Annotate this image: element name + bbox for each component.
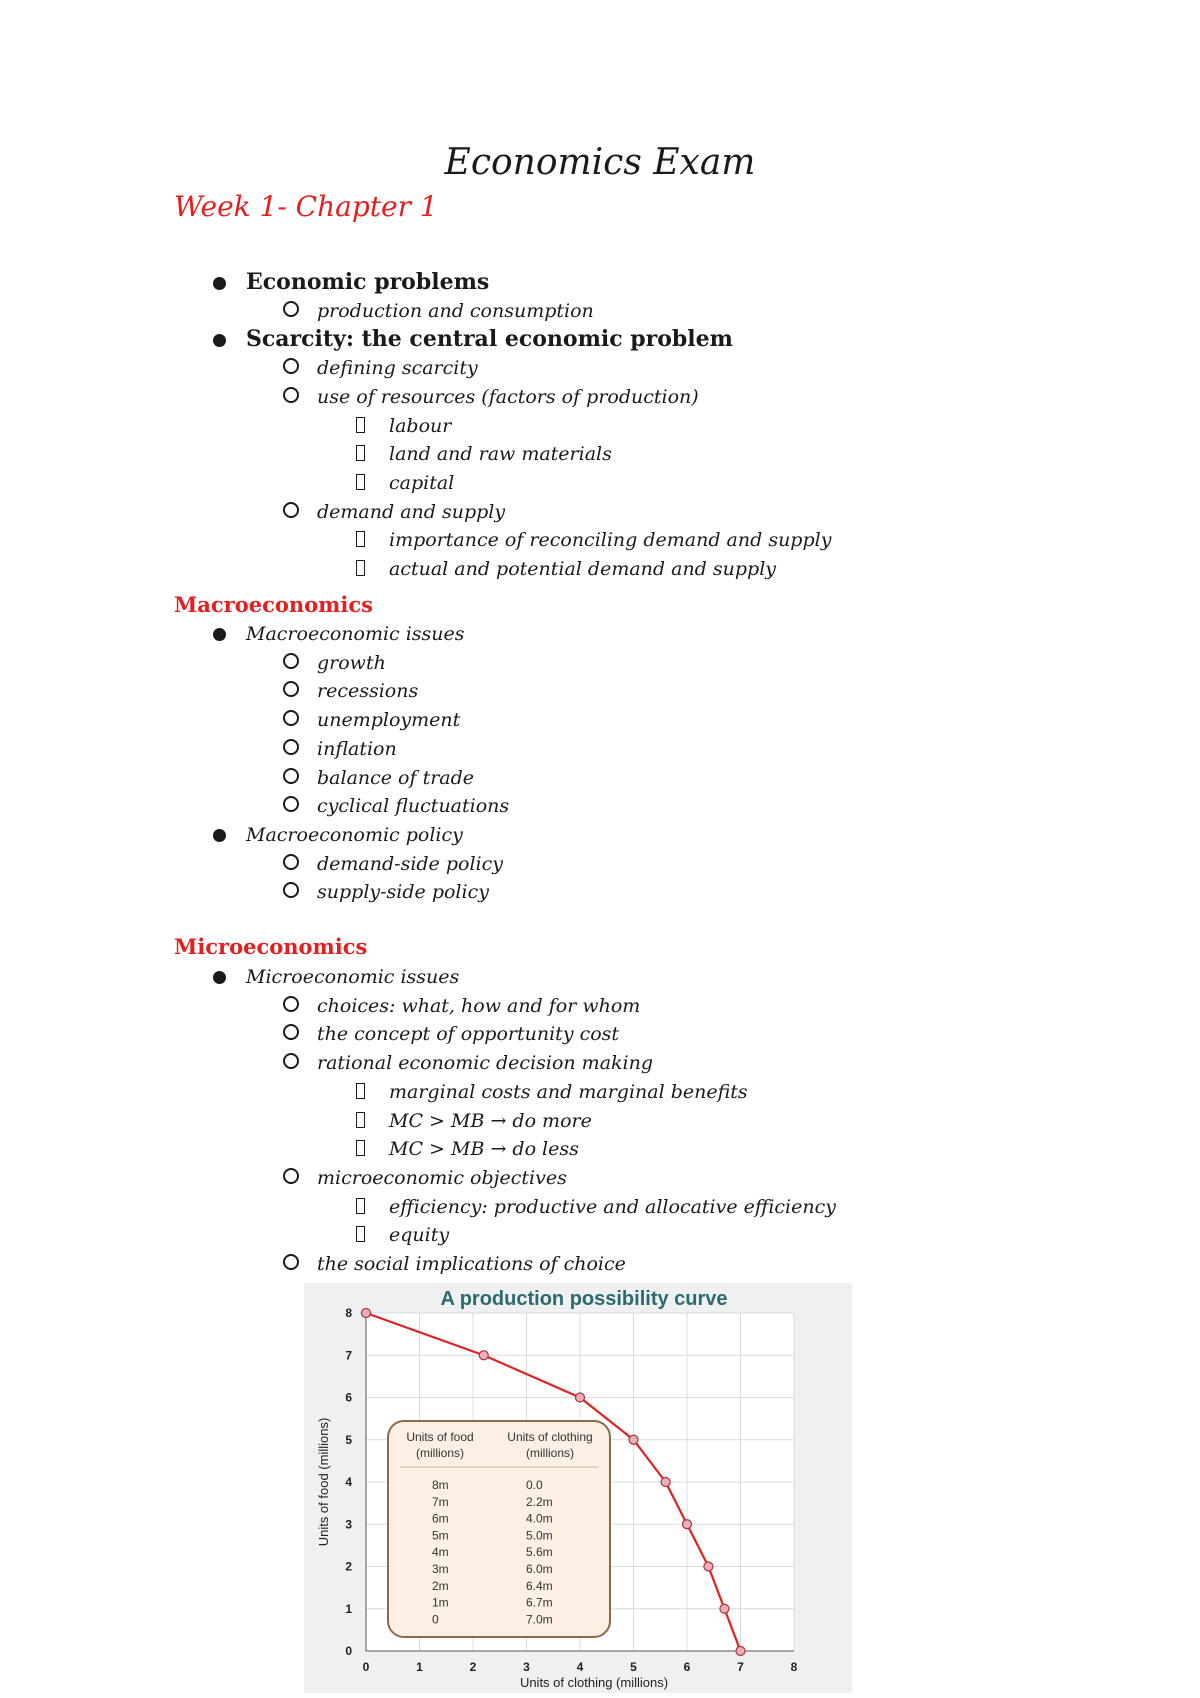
table-header-food: Units of food (406, 1430, 474, 1444)
table-cell-food: 6m (432, 1511, 449, 1526)
table-cell-food: 3m (432, 1562, 449, 1576)
hollow-bullet-icon (283, 1168, 299, 1184)
hollow-bullet-icon (283, 796, 299, 812)
box-bullet-icon (356, 474, 365, 490)
hollow-bullet-icon (283, 1053, 299, 1069)
hollow-bullet-icon (283, 681, 299, 697)
data-point (661, 1478, 670, 1487)
outline-item-level-2 (283, 1250, 626, 1278)
outline-item-text: production and consumption (317, 299, 594, 322)
outline-item-text: balance of trade (317, 766, 475, 789)
table-cell-food: 5m (432, 1528, 449, 1543)
data-point (479, 1351, 488, 1360)
outline-item-text: Macroeconomic issues (246, 623, 465, 645)
box-bullet-icon (356, 1226, 365, 1242)
chart-title: A production possibility curve (440, 1288, 728, 1310)
outline-item-level-3 (356, 469, 454, 497)
outline-item-level-2 (283, 850, 503, 878)
hollow-bullet-icon (283, 882, 299, 898)
hollow-bullet-icon (283, 996, 299, 1012)
outline-item-text: the concept of opportunity cost (317, 1023, 620, 1046)
x-tick-label: 5 (630, 1660, 637, 1674)
table-cell-clothing: 2.2m (526, 1494, 553, 1509)
hollow-bullet-icon (283, 739, 299, 755)
outline-item-text: efficiency: productive and allocative efficiency (389, 1195, 836, 1218)
ppc-chart-svg (304, 1283, 852, 1693)
outline-item-level-2 (283, 735, 397, 763)
outline-item-level-2 (283, 498, 505, 526)
outline-item-level-3 (356, 1221, 449, 1249)
table-header-food-unit: (millions) (416, 1446, 464, 1460)
outline-item-text: use of resources (factors of production) (317, 385, 699, 408)
data-point (576, 1393, 585, 1402)
outline-item-text: demand-side policy (317, 852, 503, 875)
x-tick-label: 6 (683, 1660, 691, 1674)
bullet-icon (213, 334, 226, 347)
outline-item-level-3 (356, 440, 612, 468)
outline-item-text: Microeconomic issues (246, 966, 460, 988)
outline-item-text: MC > MB → do more (389, 1109, 592, 1132)
outline-item-level-1 (213, 620, 465, 648)
table-cell-food: 2m (432, 1578, 449, 1593)
x-tick-label: 8 (790, 1660, 798, 1674)
table-header-clothing: Units of clothing (507, 1430, 593, 1444)
table-cell-food: 0 (432, 1612, 439, 1627)
hollow-bullet-icon (283, 387, 299, 403)
x-tick-label: 2 (469, 1660, 477, 1674)
outline-item-level-2 (283, 1164, 567, 1192)
table-cell-clothing: 5.6m (526, 1545, 553, 1560)
outline-item-text: inflation (317, 737, 397, 760)
week-heading: Week 1- Chapter 1 (174, 190, 438, 223)
table-cell-clothing: 4.0m (526, 1511, 553, 1526)
micro-heading: Microeconomics (174, 934, 368, 959)
y-tick-label: 6 (345, 1390, 352, 1405)
y-axis-label: Units of food (millions) (316, 1417, 331, 1547)
hollow-bullet-icon (283, 768, 299, 784)
hollow-bullet-icon (283, 502, 299, 518)
outline-item-text: land and raw materials (389, 443, 612, 466)
outline-item-text: choices: what, how and for whom (317, 994, 641, 1017)
outline-item-level-2 (283, 1049, 653, 1077)
data-point (704, 1562, 713, 1571)
box-bullet-icon (356, 1198, 365, 1214)
outline-item-level-1 (213, 325, 733, 353)
outline-item-level-3 (356, 1107, 592, 1135)
outline-item-level-2 (283, 383, 699, 411)
outline-item-text: labour (389, 414, 452, 437)
outline-item-level-1 (213, 963, 459, 991)
box-bullet-icon (356, 1140, 365, 1156)
outline-item-level-2 (283, 992, 640, 1020)
outline-item-level-3 (356, 1135, 579, 1163)
hollow-bullet-icon (283, 358, 299, 374)
y-tick-label: 8 (345, 1306, 352, 1320)
box-bullet-icon (356, 417, 365, 433)
outline-item-text: MC > MB → do less (389, 1138, 579, 1161)
outline-item-level-2 (283, 878, 489, 906)
y-tick-label: 1 (345, 1601, 352, 1616)
table-cell-food: 7m (432, 1494, 449, 1509)
table-cell-clothing: 0.0 (526, 1478, 543, 1492)
bullet-icon (213, 628, 226, 641)
document-title: Economics Exam (444, 142, 756, 183)
table-cell-food: 4m (432, 1545, 449, 1560)
hollow-bullet-icon (283, 1024, 299, 1040)
outline-item-text: actual and potential demand and supply (389, 558, 777, 580)
ppc-chart (304, 1283, 852, 1693)
outline-item-text: microeconomic objectives (317, 1166, 567, 1189)
outline-item-text: Economic problems (246, 269, 490, 295)
x-tick-label: 0 (362, 1660, 370, 1674)
data-point (720, 1604, 729, 1613)
outline-item-level-3 (356, 1193, 836, 1221)
data-point (362, 1309, 371, 1318)
macro-heading: Macroeconomics (174, 592, 373, 617)
outline-item-level-2 (283, 649, 386, 677)
table-cell-food: 1m (432, 1595, 449, 1610)
outline-item-text: equity (389, 1224, 450, 1247)
outline-item-level-3 (356, 1078, 748, 1106)
box-bullet-icon (356, 531, 365, 547)
outline-item-text: marginal costs and marginal benefits (389, 1080, 748, 1103)
y-tick-label: 4 (345, 1475, 352, 1489)
y-tick-label: 7 (345, 1348, 352, 1363)
box-bullet-icon (356, 1083, 365, 1099)
hollow-bullet-icon (283, 710, 299, 726)
table-cell-clothing: 6.7m (526, 1595, 553, 1610)
outline-item-text: recessions (317, 680, 419, 703)
outline-item-level-3 (356, 526, 831, 554)
table-cell-clothing: 7.0m (526, 1612, 553, 1627)
outline-item-level-1 (213, 268, 489, 296)
bullet-icon (213, 971, 226, 984)
hollow-bullet-icon (283, 1254, 299, 1270)
x-tick-label: 7 (737, 1660, 744, 1674)
outline-item-text: Macroeconomic policy (246, 823, 463, 846)
table-cell-clothing: 5.0m (526, 1528, 553, 1543)
table-cell-food: 8m (432, 1478, 449, 1492)
box-bullet-icon (356, 445, 365, 461)
outline-item-level-2 (283, 706, 460, 734)
outline-item-level-3 (356, 555, 776, 583)
bullet-icon (213, 829, 226, 842)
bullet-icon (213, 277, 226, 290)
x-axis-label: Units of clothing (millions) (519, 1675, 669, 1690)
outline-item-text: the social implications of choice (317, 1253, 626, 1275)
data-point (629, 1435, 638, 1444)
y-tick-label: 0 (345, 1644, 352, 1658)
x-tick-label: 4 (576, 1660, 584, 1674)
y-tick-label: 2 (345, 1559, 352, 1574)
outline-item-text: demand and supply (317, 500, 506, 523)
outline-item-level-2 (283, 677, 418, 705)
hollow-bullet-icon (283, 854, 299, 870)
data-point (683, 1520, 692, 1529)
outline-item-level-1 (213, 821, 463, 849)
table-cell-clothing: 6.0m (526, 1562, 553, 1576)
hollow-bullet-icon (283, 301, 299, 317)
outline-item-level-2 (283, 354, 478, 382)
outline-item-level-3 (356, 412, 451, 440)
outline-item-level-2 (283, 792, 509, 820)
x-tick-label: 3 (523, 1660, 530, 1674)
table-cell-clothing: 6.4m (526, 1578, 553, 1593)
outline-item-text: rational economic decision making (317, 1052, 654, 1075)
outline-item-text: cyclical fluctuations (317, 795, 510, 818)
box-bullet-icon (356, 560, 365, 576)
box-bullet-icon (356, 1112, 365, 1128)
outline-item-text: growth (317, 651, 386, 674)
data-point (736, 1647, 745, 1656)
outline-item-level-2 (283, 297, 594, 325)
outline-item-text: capital (389, 471, 455, 494)
outline-item-level-2 (283, 764, 474, 792)
y-tick-label: 5 (345, 1432, 352, 1447)
hollow-bullet-icon (283, 653, 299, 669)
outline-item-text: unemployment (317, 709, 461, 732)
outline-item-text: Scarcity: the central economic problem (246, 326, 733, 353)
outline-item-text: defining scarcity (317, 357, 478, 380)
x-tick-label: 1 (416, 1660, 423, 1674)
y-tick-label: 3 (345, 1517, 352, 1532)
outline-item-text: importance of reconciling demand and supply (389, 529, 832, 552)
table-header-clothing-unit: (millions) (526, 1446, 574, 1460)
outline-item-text: supply-side policy (317, 881, 489, 904)
outline-item-level-2 (283, 1020, 619, 1048)
